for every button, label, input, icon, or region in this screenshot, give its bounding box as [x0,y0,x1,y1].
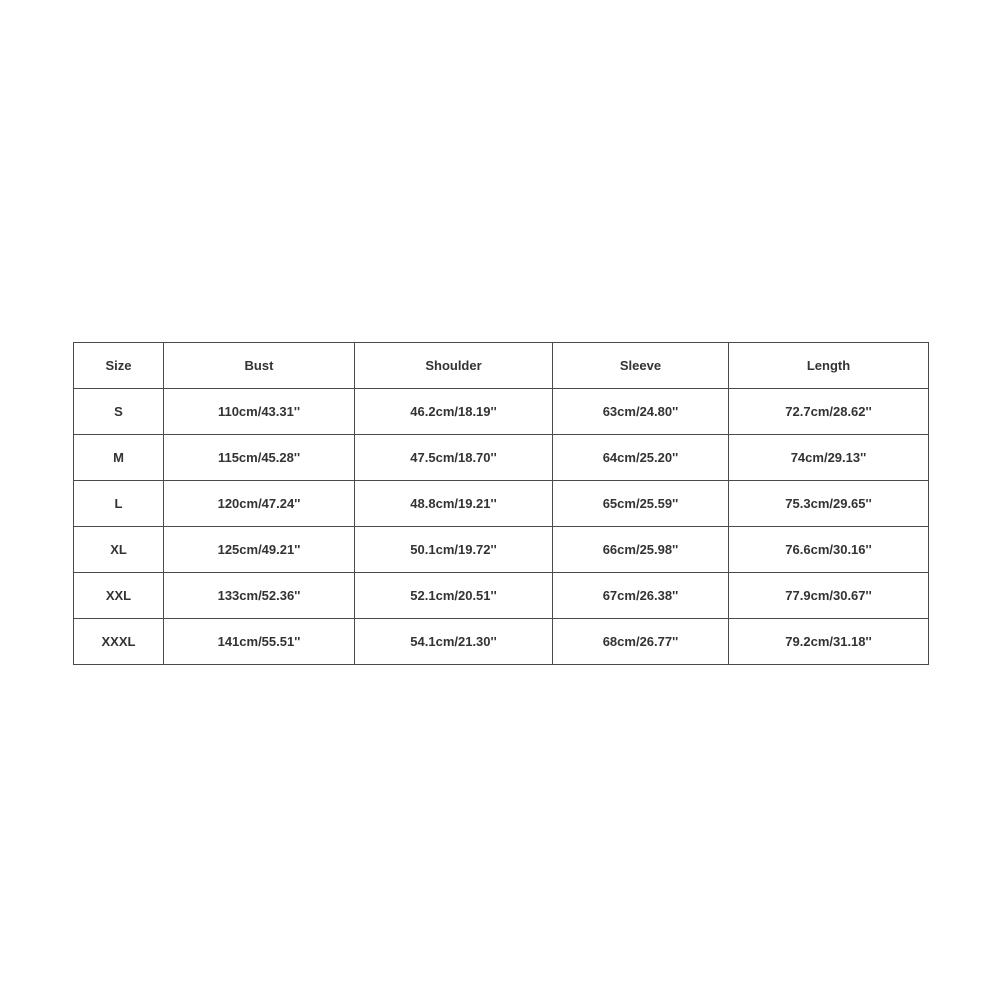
cell-sleeve: 67cm/26.38'' [553,573,729,619]
cell-sleeve: 68cm/26.77'' [553,619,729,665]
header-cell-length: Length [729,343,929,389]
header-cell-sleeve: Sleeve [553,343,729,389]
cell-shoulder: 52.1cm/20.51'' [355,573,553,619]
table-row [74,481,929,527]
cell-size: XXL [74,573,164,619]
table-row [74,619,929,665]
cell-size: L [74,481,164,527]
cell-size: S [74,389,164,435]
table-row [74,389,929,435]
table-row [74,527,929,573]
cell-length: 79.2cm/31.18'' [729,619,929,665]
cell-length: 76.6cm/30.16'' [729,527,929,573]
cell-size: XL [74,527,164,573]
cell-bust: 115cm/45.28'' [164,435,355,481]
cell-bust: 141cm/55.51'' [164,619,355,665]
cell-bust: 125cm/49.21'' [164,527,355,573]
table-row [74,435,929,481]
header-cell-size: Size [74,343,164,389]
cell-size: M [74,435,164,481]
size-chart-table [73,342,929,665]
cell-bust: 133cm/52.36'' [164,573,355,619]
cell-shoulder: 50.1cm/19.72'' [355,527,553,573]
cell-length: 75.3cm/29.65'' [729,481,929,527]
header-cell-bust: Bust [164,343,355,389]
cell-sleeve: 63cm/24.80'' [553,389,729,435]
cell-sleeve: 65cm/25.59'' [553,481,729,527]
cell-bust: 120cm/47.24'' [164,481,355,527]
cell-length: 77.9cm/30.67'' [729,573,929,619]
size-chart-body [74,389,929,665]
table-row [74,573,929,619]
cell-length: 74cm/29.13'' [729,435,929,481]
cell-shoulder: 48.8cm/19.21'' [355,481,553,527]
size-chart-header [74,343,929,389]
cell-sleeve: 64cm/25.20'' [553,435,729,481]
cell-sleeve: 66cm/25.98'' [553,527,729,573]
cell-size: XXXL [74,619,164,665]
cell-length: 72.7cm/28.62'' [729,389,929,435]
header-row [74,343,929,389]
cell-shoulder: 54.1cm/21.30'' [355,619,553,665]
cell-shoulder: 47.5cm/18.70'' [355,435,553,481]
cell-shoulder: 46.2cm/18.19'' [355,389,553,435]
header-cell-shoulder: Shoulder [355,343,553,389]
cell-bust: 110cm/43.31'' [164,389,355,435]
